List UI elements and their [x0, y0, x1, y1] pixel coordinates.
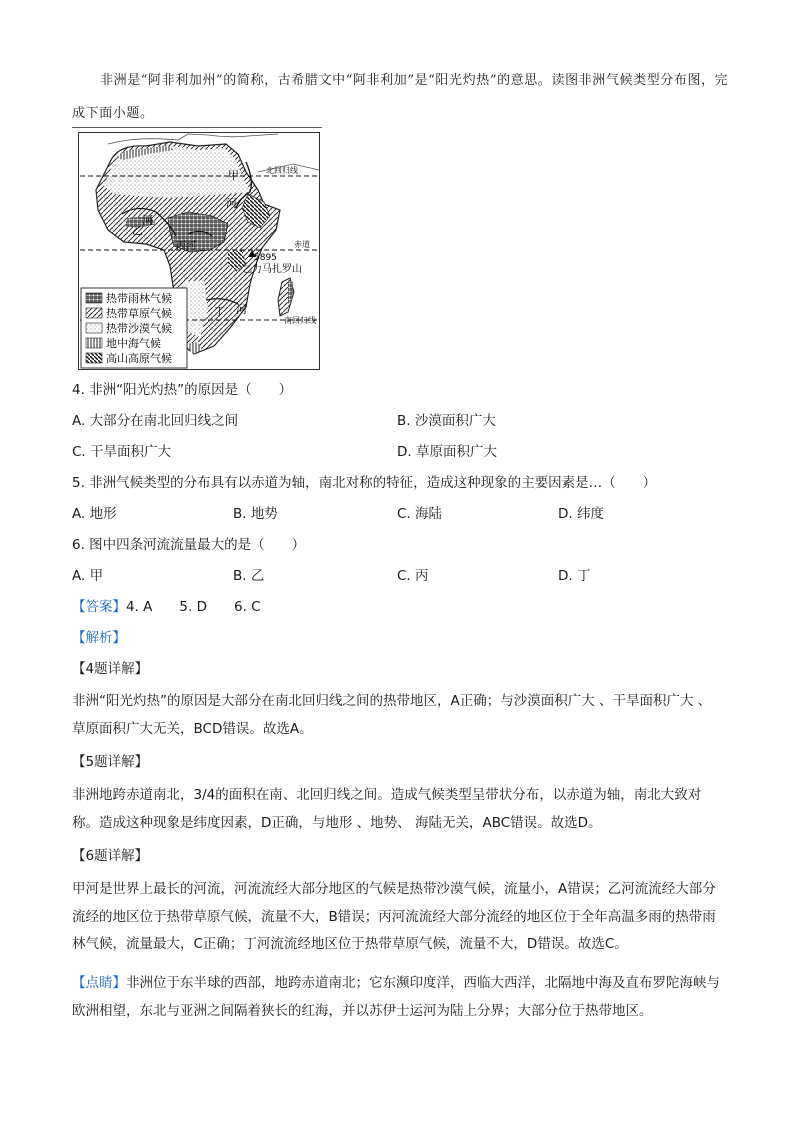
- q4-option-d: D. 草原面积广大: [397, 444, 497, 460]
- answer-line: [72, 595, 261, 619]
- question-6-stem: 6. 图中四条河流流量最大的是（ ）: [72, 537, 306, 553]
- intro-text: 非洲是“阿非利加州”的简称，古希腊文中“阿非利加”是“阳光灼热”的意思。读图非洲气候类型分布图，完成下面小题。: [72, 73, 729, 121]
- analysis-label: 【解析】: [72, 630, 126, 646]
- point-text: 非洲位于东半球的西部，地跨赤道南北；它东濒印度洋，西临大西洋，北隔地中海及直布罗陀海峡与欧洲相望，东北与亚洲之间隔着狭长的红海，并以苏伊士运河为陆上分界；大部分位于热带地区。: [72, 975, 720, 1019]
- tropic-north-label: 北回归线: [266, 166, 298, 175]
- equator-label: 赤道: [294, 240, 310, 249]
- question-4-stem: 4. 非洲“阳光灼热”的原因是（ ）: [72, 382, 293, 398]
- top-rule: [72, 127, 322, 128]
- q6-option-c: C. 丙: [397, 568, 429, 584]
- river-bing-label: 丙河: [176, 241, 196, 252]
- answer-text: 4. A 5. D 6. C: [126, 599, 261, 615]
- legend-item: 热带草原气候: [106, 307, 172, 320]
- peak-height-label: 5895: [254, 253, 277, 263]
- river-yi-label: 乙: [132, 224, 143, 237]
- legend-item: 高山高原气候: [106, 352, 172, 365]
- legend-item: 热带沙漠气候: [106, 322, 172, 335]
- peak-name-label: 乞力马扎罗山: [242, 264, 302, 275]
- river-jia-he-label: 河: [226, 197, 237, 210]
- river-yi-he-label: 河: [142, 214, 153, 227]
- q4-option-c: C. 干旱面积广大: [72, 444, 172, 460]
- q5-option-a: A. 地形: [72, 506, 117, 522]
- q6-option-a: A. 甲: [72, 568, 104, 584]
- q6-option-d: D. 丁: [558, 568, 591, 584]
- detail-5-heading: 【5题详解】: [72, 754, 149, 770]
- tropic-south-label: 南回归线: [284, 316, 316, 325]
- detail-4-heading: 【4题详解】: [72, 661, 149, 677]
- detail-6-heading: 【6题详解】: [72, 848, 149, 864]
- river-jia-label: 甲: [228, 169, 239, 182]
- q4-option-b: B. 沙漠面积广大: [397, 413, 496, 429]
- river-ding-he-label: 河: [236, 303, 247, 316]
- detail-4-text: 非洲“阳光灼热”的原因是大部分在南北回归线之间的热带地区，A正确；与沙漠面积广大 、干旱面积广大 、草原面积广大无关，BCD错误。故选A。: [72, 693, 712, 737]
- answer-label: 【答案】: [72, 599, 126, 615]
- river-ding-label: 丁: [214, 305, 225, 318]
- q5-option-c: C. 海陆: [397, 506, 443, 522]
- question-5-stem: 5. 非洲气候类型的分布具有以赤道为轴，南北对称的特征，造成这种现象的主要因素是…（ ）: [72, 475, 657, 491]
- q6-option-b: B. 乙: [233, 568, 265, 584]
- detail-5-text: 非洲地跨赤道南北，3/4的面积在南、北回归线之间。造成气候类型呈带状分布，以赤道为轴，南北大致对称。造成这种现象是纬度因素，D正确，与地形 、地势、 海陆无关，ABC错误。故选D。: [72, 787, 702, 831]
- q4-option-a: A. 大部分在南北回归线之间: [72, 413, 239, 429]
- q5-option-b: B. 地势: [233, 506, 278, 522]
- africa-climate-map: [78, 132, 320, 370]
- point-block: [72, 970, 722, 1025]
- legend-item: 地中海气候: [106, 337, 161, 350]
- q5-option-d: D. 纬度: [558, 506, 604, 522]
- detail-6-text: 甲河是世界上最长的河流，河流流经大部分地区的气候是热带沙漠气候，流量小，A错误；乙河流流经大部分流经的地区位于热带草原气候，流量不大，B错误；丙河流流经大部分流经的地区位于全年高温多雨的热带雨林气候，流量最大，C正确；丁河流流经地区位于热带草原气候，流量不大，D错误。故选C。: [72, 881, 716, 952]
- legend-item: 热带雨林气候: [106, 292, 172, 305]
- point-label: 【点睛】: [72, 975, 126, 991]
